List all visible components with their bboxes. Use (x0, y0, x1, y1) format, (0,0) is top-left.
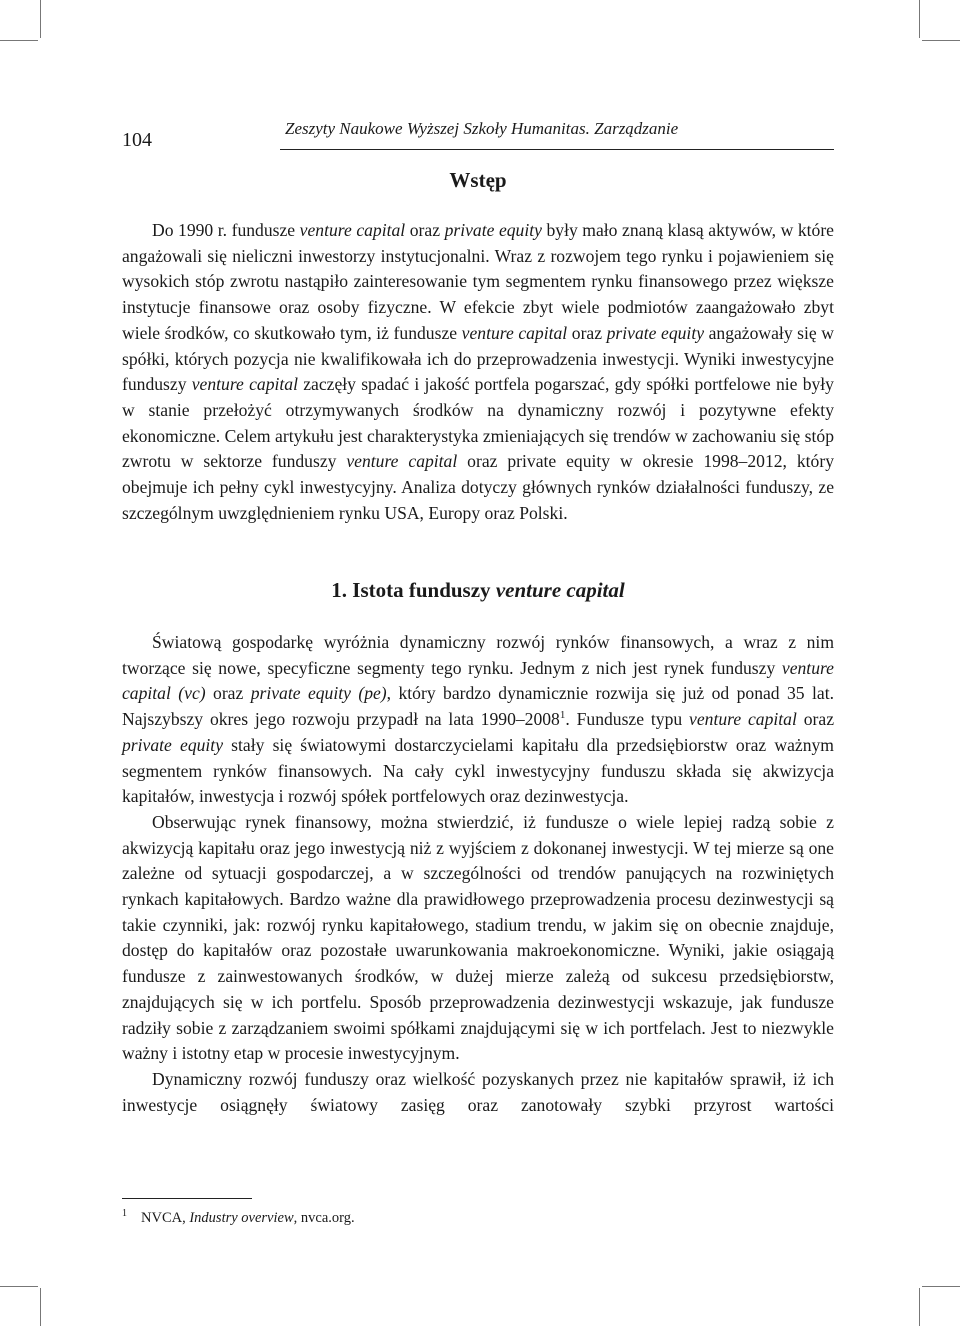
footnote-rule (122, 1198, 252, 1199)
crop-mark (40, 1288, 41, 1326)
paragraph: Obserwując rynek finansowy, można stwierdzić, iż fundusze o wiele lepiej radzą sobie z akwizycją kapitału oraz jego inwestycją niż z wyjściem z dokonanej inwestycji. W tej mierze są one zależne od sytuacji gospodarczej, a w szczególności od trendów panujących na rozwiniętych rynkach kapitałowych. Bardzo ważne dla prawidłowego przeprowadzenia procesu dezinwestycji są takie czynniki, jak: rozwój rynku kapitałowego, stadium trendu, w jakim się on obecnie znajduje, dostęp do kapitałów oraz pozostałe uwarunkowania makroekonomiczne. Wyniki, jakie osiągają fundusze z zainwestowanych środków, w dużej mierze zależą od sukcesu przedsiębiorstw, znajdujących się w ich portfelu. Sposób przeprowadzenia dezinwestycji wskazuje, jak fundusze radziły sobie z zarządzaniem swoimi spółkami znajdującymi się w ich portfelach. Jest to niezwykle ważny i istotny etap w procesie inwestycyjnym. (122, 811, 834, 1064)
running-header (122, 117, 834, 151)
footnote: $^1$ NVCA, Industry overview, nvca.org. (122, 1208, 355, 1226)
intro-section (122, 218, 834, 526)
paragraph: Do 1990 r. fundusze venture capital oraz private equity były mało znaną klasą aktywów, w które angażowali się nieliczni inwestorzy instytucjonalni. Wraz z rozwojem tego rynku i pojawieniem się wysokich stóp zwrotu nastąpiło zainteresowanie tym segmentem rynku finansowego przez większe instytucje finansowe oraz osoby fizyczne. W efekcie zbyt wiele podmiotów zaangażowało zbyt wiele środków, co skutkowało tym, iż fundusze venture capital oraz private equity angażowały się w spółki, których pozycja nie kwalifikowała ich do przeprowadzenia inwestycji. Wyniki inwestycyjne funduszy venture capital zaczęły spadać i jakość portfela pogarszać, gdy spółki portfelowe nie były w stanie przełożyć otrzymywanych środków na dynamiczny rozwój i pozytywne efekty ekonomiczne. Celem artykułu jest charakterystyka zmieniających się trendów w zachowaniu się stóp zwrotu w sektorze funduszy venture capital oraz private equity w okresie 1998–2012, który obejmuje ich pełny cykl inwestycyjny. Analiza dotyczy głównych rynków działalności funduszy, ze szczególnym uwzględnieniem rynku USA, Europy oraz Polski. (122, 220, 835, 523)
journal-title: Zeszyty Naukowe Wyższej Szkoły Humanitas. Zarządzanie (285, 119, 679, 138)
page-number: 104 (122, 129, 152, 151)
crop-mark (0, 40, 38, 41)
crop-mark (922, 40, 960, 41)
header-rule (280, 149, 834, 150)
crop-mark (919, 1288, 920, 1326)
crop-mark (0, 1286, 38, 1287)
footnote-mark: 1 (122, 1208, 127, 1219)
crop-mark (922, 1286, 960, 1287)
footnote-ref: 1 (559, 709, 566, 722)
paragraph: Światową gospodarkę wyróżnia dynamiczny rozwój rynków finansowych, a wraz z nim tworzące się nowe, specyficzne segmenty tego rynku. Jednym z nich jest rynek funduszy venture capital (vc) oraz private equity (pe), który bardzo dynamicznie rozwija się już od ponad 35 lat. Najszybszy okres jego rozwoju przypadł na lata 1990–2008$^1$. Fundusze typu venture capital oraz private equity stały się światowymi dostarczycielami kapitału dla przedsiębiorstw oraz ważnym segmentem rynków finansowych. Na cały cykl inwestycyjny funduszu składa się akwizycja kapitałów, inwestycja i rozwój spółek portfelowych oraz dezinwestycja. (122, 632, 835, 807)
crop-mark (919, 0, 920, 38)
section-heading-1: 1. Istota funduszy venture capital (331, 578, 625, 602)
paragraph: Dynamiczny rozwój funduszy oraz wielkość pozyskanych przez nie kapitałów sprawił, iż ich inwestycje osiągnęły światowy zasięg oraz zanotowały szybki przyrost wartości (122, 1068, 834, 1115)
crop-mark (40, 0, 41, 38)
section1-body (122, 630, 834, 1118)
section-heading-intro: Wstęp (449, 168, 507, 192)
